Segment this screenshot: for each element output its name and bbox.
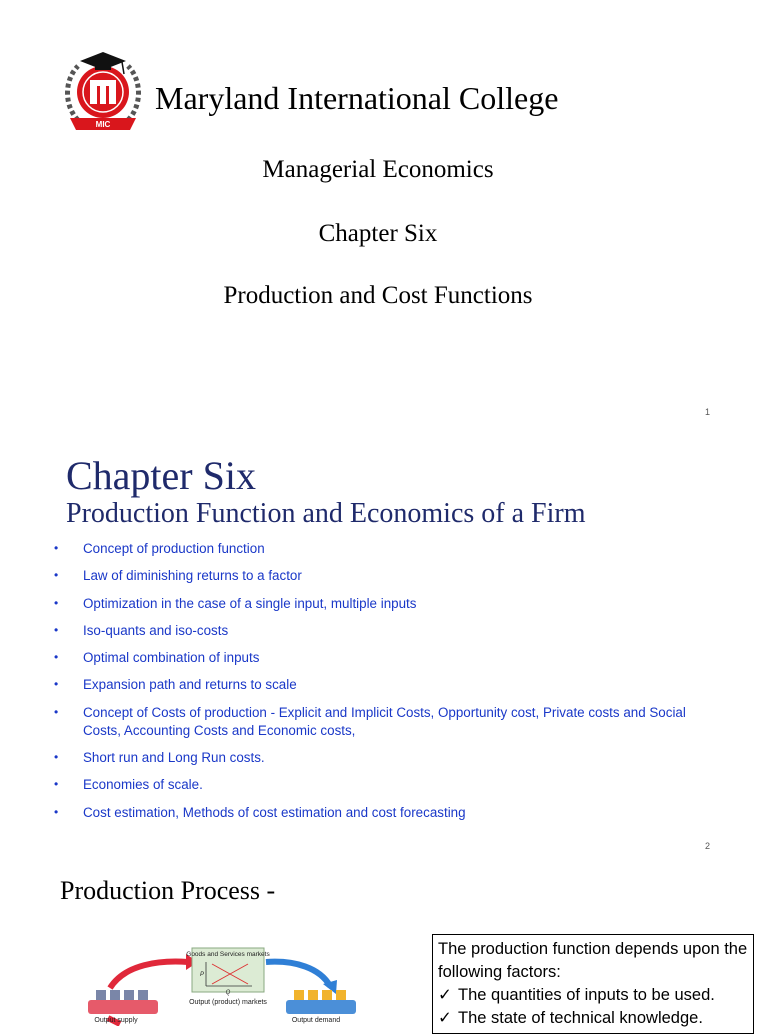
list-item: • Short run and Long Run costs. bbox=[54, 750, 265, 766]
axis-p-label: P bbox=[200, 972, 205, 978]
axis-q-label: Q bbox=[225, 990, 231, 996]
market-diagram bbox=[80, 946, 380, 1026]
supply-arrow bbox=[110, 962, 188, 988]
market-box-title: Goods and Services markets bbox=[186, 951, 270, 958]
topic-title: Production and Cost Functions bbox=[223, 282, 533, 309]
topic-list bbox=[52, 540, 712, 831]
list-item: • Cost estimation, Methods of cost estimation and cost forecasting bbox=[54, 804, 466, 820]
bullet-icon: • bbox=[54, 677, 59, 692]
bullet-icon: • bbox=[54, 750, 59, 765]
page-number: 1 bbox=[705, 407, 711, 417]
bullet-icon: • bbox=[54, 595, 59, 610]
demand-conveyor bbox=[286, 1000, 356, 1014]
course-name: Managerial Economics bbox=[262, 156, 494, 183]
list-item: • Concept of production function bbox=[54, 541, 265, 556]
slide-title: Production Process - bbox=[60, 876, 276, 905]
logo-text: MIC bbox=[95, 120, 111, 129]
factors-box bbox=[432, 934, 754, 1034]
bullet-icon: • bbox=[54, 568, 59, 583]
list-item: • Optimal combination of inputs bbox=[54, 650, 260, 666]
page-number: 2 bbox=[705, 841, 711, 851]
list-item: • Optimization in the case of a single input, multiple inputs bbox=[54, 595, 417, 611]
outline-slide bbox=[0, 430, 768, 860]
college-logo-icon bbox=[60, 50, 146, 136]
bullet-icon: • bbox=[54, 622, 59, 637]
bullet-icon: • bbox=[54, 777, 59, 792]
output-supply-label: Output supply bbox=[94, 1017, 138, 1024]
factor-item: ✓ The quantities of inputs to be used. bbox=[438, 984, 748, 1007]
list-item: • Concept of Costs of production - Explicit and Implicit Costs, Opportunity cost, Private costs and Social Costs, Accounting Costs and Economic costs, bbox=[54, 704, 686, 738]
bullet-icon: • bbox=[54, 650, 59, 665]
checkmark-icon: ✓ bbox=[438, 986, 452, 1004]
output-demand-label: Output demand bbox=[291, 1017, 341, 1024]
list-item: • Economies of scale. bbox=[54, 777, 203, 793]
bullet-icon: • bbox=[54, 541, 59, 555]
factors-intro: The production function depends upon the following factors: bbox=[438, 940, 748, 981]
factor-item: ✓ The state of technical knowledge. bbox=[438, 1007, 748, 1030]
supply-conveyor bbox=[88, 1000, 158, 1014]
demand-arrow bbox=[266, 962, 330, 986]
bullet-icon: • bbox=[54, 804, 59, 819]
production-process-slide bbox=[0, 860, 768, 1027]
chapter-title: Chapter Six bbox=[66, 453, 256, 498]
list-item: • Expansion path and returns to scale bbox=[54, 677, 297, 693]
chapter-subtitle: Production Function and Economics of a Firm bbox=[66, 498, 586, 529]
chapter-label: Chapter Six bbox=[318, 220, 438, 247]
title-slide bbox=[0, 0, 768, 430]
college-name: Maryland International College bbox=[155, 80, 559, 116]
market-caption: Output (product) markets bbox=[189, 999, 267, 1006]
list-item: • Iso-quants and iso-costs bbox=[54, 622, 229, 638]
list-item: • Law of diminishing returns to a factor bbox=[54, 568, 302, 584]
bullet-icon: • bbox=[54, 704, 59, 719]
checkmark-icon: ✓ bbox=[438, 1009, 452, 1027]
